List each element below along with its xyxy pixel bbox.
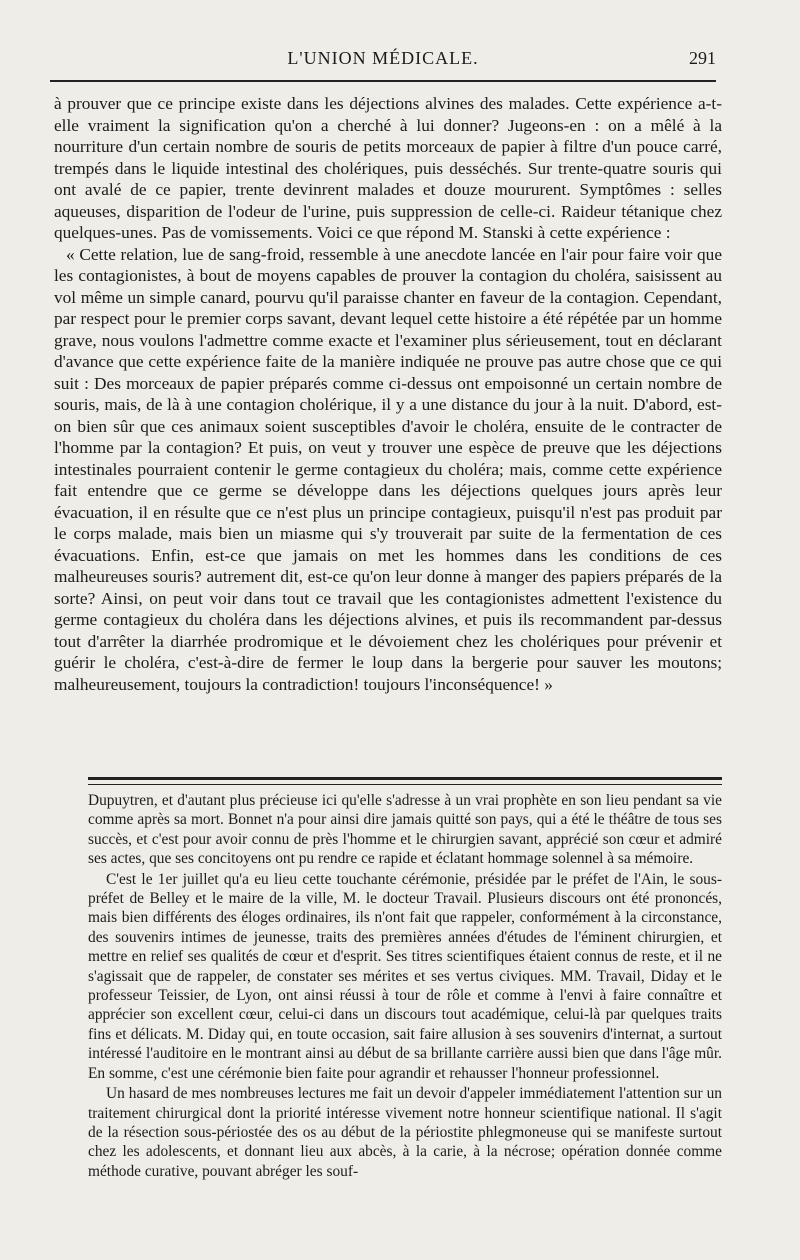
feuilleton-paragraph: C'est le 1er juillet qu'a eu lieu cette touchante cérémonie, présidée par le préfet de l'Ain, le sous-préfet de Belley et le maire de la ville, M. le docteur Travail. Plusieurs discours ont été prononcés, mais bien différents des éloges ordinaires, ils n'ont fait que rappeler, conformément à la circonstance, des souvenirs intimes de jeunesse, traits des premières années d'études de l'éminent chirurgien, et mettre en relief ses qualités de cœur et d'esprit. Ses titres scientifiques étaient connus de reste, et il ne s'agissait que de rappeler, de constater ses mérites et ses vertus civiques. MM. Travail, Diday et le professeur Teissier, de Lyon, ont ainsi réussi à tour de rôle et comme à l'envi à faire connaître et apprécier son excellent cœur, celui-ci dans un discours tout académique, celui-là par quelques traits fins et délicats. M. Diday qui, en toute occasion, sait faire allusion à ses souvenirs d'internat, a surtout intéressé l'auditoire en le montrant ainsi au début de sa brillante carrière aussi bien que dans l'âge mûr. En somme, c'est une cérémonie bien faite pour agrandir et rehausser l'honneur professionnel. [88,870,722,1082]
article-paragraph: à prouver que ce principe existe dans les déjections alvines des malades. Cette expérience a-t-elle vraiment la signification qu'on a cherché à lui donner? Jugeons-en : on a mêlé à la nourriture d'un certain nombre de souris de petits morceaux de papier à filtre d'un pouce carré, trempés dans le liquide intestinal des cholériques, puis desséchés. Sur trente-quatre souris qui ont avalé de ce papier, trente devinrent malades et douze moururent. Symptômes : selles aqueuses, disparition de l'odeur de l'urine, puis suppression de celle-ci. Raideur tétanique chez quelques-unes. Pas de vomissements. Voici ce que répond M. Stanski à cette expérience : [54,94,722,242]
feuilleton-separator [88,777,722,785]
page-number: 291 [689,48,716,68]
feuilleton-section [88,791,722,1182]
feuilleton-paragraph: Dupuytren, et d'autant plus précieuse ici qu'elle s'adresse à un vrai prophète en son lieu pendant sa vie comme après sa mort. Bonnet n'a pour ainsi dire jamais quitté son pays, qui a été le théâtre de tous ses succès, et c'est pour avoir connu de près l'homme et le chirurgien savant, apprécié son cœur et admiré ses actes, que ses concitoyens ont pu rendre ce rapide et éclatant hommage solennel à sa mémoire. [88,792,722,868]
page-header [50,44,716,82]
stanski-quotation: « Cette relation, lue de sang-froid, ressemble à une anecdote lancée en l'air pour faire voir que les contagionistes, à bout de moyens capables de prouver la contagion du choléra, saisissent au vol même un simple canard, pourvu qu'il paraisse chanter en faveur de la contagion. Cependant, par respect pour le premier corps savant, devant lequel cette histoire a été répétée par un homme grave, nous voulons l'admettre comme exacte et l'examiner plus sérieusement, tout en déclarant d'avance que cette expérience faite de la manière indiquée ne prouve pas autre chose que ce qui suit : Des morceaux de papier préparés comme ci-dessus ont empoisonné un certain nombre de souris, mais, de là à une contagion cholérique, il y a une distance du jour à la nuit. D'abord, est-on bien sûr que ces animaux soient susceptibles d'avoir le choléra, ensuite de le contracter de l'homme par la contagion? Et puis, on veut y trouver une espèce de preuve que les déjections intestinales pourraient contenir le germe contagieux du choléra; mais, comme cette expérience fait entendre que ce germe se développe dans les déjections quelques jours après leur évacuation, il en résulte que ce n'est plus un principe contagieux, puisqu'il n'est pas produit par le corps malade, mais bien un miasme qui s'y trouverait par suite de la fermentation de ces évacuations. Enfin, est-ce que jamais on met les hommes dans les conditions de ces malheureuses souris? autrement dit, est-ce qu'on leur donne à manger des papiers préparés de la sorte? Ainsi, on peut voir dans tout ce travail que les contagionistes admettent l'existence du germe contagieux du choléra dans les déjections alvines, et puis ils recommandent par-dessus tout d'arrêter la diarrhée prodromique et le dévoiement chez les cholériques pour prévenir et guérir le choléra, c'est-à-dire de fermer le loup dans la bergerie pour sauver les moutons; malheureusement, toujours la contradiction! toujours l'inconséquence! » [54,244,722,694]
running-title: L'UNION MÉDICALE. [287,48,479,68]
feuilleton-paragraph: Un hasard de mes nombreuses lectures me fait un devoir d'appeler immédiatement l'attention sur un traitement chirurgical dont la priorité intéresse vivement notre honneur scientifique national. Il s'agit de la résection sous-périostée des os au début de la périostite phlegmoneuse qui se manifeste surtout chez les adolescents, et donnant lieu aux abcès, à la carie, à la nécrose; opération donnée comme méthode curative, pouvant abréger les souf- [88,1085,722,1180]
main-article [54,93,722,695]
